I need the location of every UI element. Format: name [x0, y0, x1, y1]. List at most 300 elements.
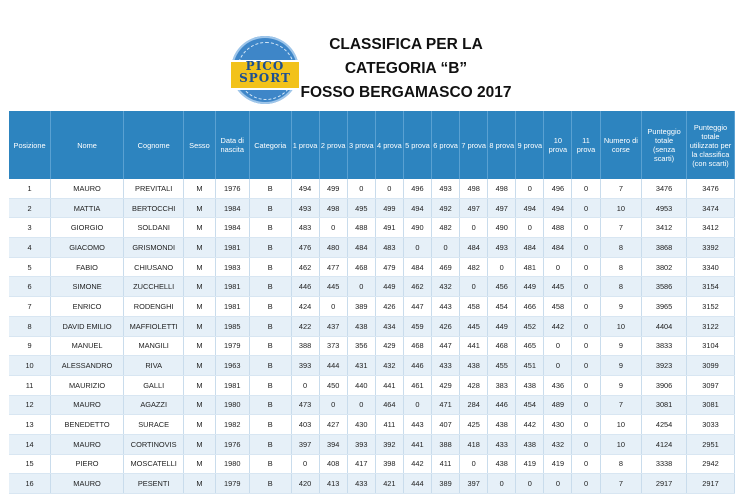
- table-cell: 458: [460, 297, 488, 317]
- table-cell: B: [249, 474, 291, 494]
- table-cell: SIMONE: [51, 277, 124, 297]
- table-cell: M: [184, 454, 215, 474]
- table-cell: 3122: [686, 316, 734, 336]
- table-cell: 15: [9, 454, 51, 474]
- column-header: Sesso: [184, 111, 215, 179]
- table-cell: 0: [516, 218, 544, 238]
- table-cell: 356: [347, 336, 375, 356]
- table-cell: MATTIA: [51, 198, 124, 218]
- table-cell: 488: [347, 218, 375, 238]
- table-cell: 445: [544, 277, 572, 297]
- table-cell: 473: [291, 395, 319, 415]
- table-cell: M: [184, 395, 215, 415]
- table-row: [9, 454, 735, 474]
- table-cell: 0: [319, 395, 347, 415]
- table-cell: 9: [600, 297, 642, 317]
- table-cell: 494: [544, 198, 572, 218]
- table-cell: 468: [488, 336, 516, 356]
- table-cell: MOSCATELLI: [123, 454, 183, 474]
- table-cell: 479: [375, 257, 403, 277]
- table-cell: 481: [516, 257, 544, 277]
- table-cell: 429: [432, 375, 460, 395]
- table-cell: 8: [600, 257, 642, 277]
- table-cell: 0: [347, 277, 375, 297]
- table-cell: 3586: [642, 277, 687, 297]
- table-cell: 0: [319, 218, 347, 238]
- table-cell: 1976: [215, 434, 249, 454]
- table-cell: SOLDANI: [123, 218, 183, 238]
- table-cell: 419: [544, 454, 572, 474]
- table-cell: 417: [347, 454, 375, 474]
- table-cell: 449: [516, 277, 544, 297]
- table-cell: 462: [403, 277, 431, 297]
- column-header: Punteggio totale utilizzato per la classifica (con scarti): [686, 111, 734, 179]
- table-cell: 8: [600, 277, 642, 297]
- table-cell: 9: [600, 375, 642, 395]
- table-row: [9, 474, 735, 494]
- table-cell: 484: [460, 238, 488, 258]
- table-cell: 476: [291, 238, 319, 258]
- column-header: 8 prova: [488, 111, 516, 179]
- table-cell: 0: [488, 474, 516, 494]
- table-cell: MANUEL: [51, 336, 124, 356]
- table-cell: 408: [319, 454, 347, 474]
- table-cell: 0: [572, 257, 600, 277]
- table-row: [9, 238, 735, 258]
- table-cell: 468: [403, 336, 431, 356]
- table-cell: M: [184, 336, 215, 356]
- table-cell: 441: [460, 336, 488, 356]
- table-cell: 9: [600, 336, 642, 356]
- table-cell: 424: [291, 297, 319, 317]
- table-cell: 0: [572, 454, 600, 474]
- table-cell: 3802: [642, 257, 687, 277]
- table-cell: 471: [432, 395, 460, 415]
- table-cell: 0: [544, 336, 572, 356]
- table-cell: 442: [544, 316, 572, 336]
- table-cell: 0: [460, 218, 488, 238]
- table-cell: 7: [600, 218, 642, 238]
- table-cell: B: [249, 238, 291, 258]
- table-cell: 3338: [642, 454, 687, 474]
- table-row: [9, 434, 735, 454]
- table-cell: 441: [375, 375, 403, 395]
- table-cell: 4953: [642, 198, 687, 218]
- table-cell: 2951: [686, 434, 734, 454]
- column-header: Posizione: [9, 111, 51, 179]
- table-cell: 465: [516, 336, 544, 356]
- table-cell: 438: [516, 375, 544, 395]
- column-header: 10 prova: [544, 111, 572, 179]
- table-cell: 430: [347, 415, 375, 435]
- table-cell: 492: [432, 198, 460, 218]
- table-cell: 0: [572, 277, 600, 297]
- table-cell: PESENTI: [123, 474, 183, 494]
- table-cell: 428: [460, 375, 488, 395]
- logo-text-line2: SPORT: [239, 71, 291, 85]
- table-cell: GIORGIO: [51, 218, 124, 238]
- table-row: [9, 257, 735, 277]
- table-cell: 8: [600, 454, 642, 474]
- table-cell: B: [249, 454, 291, 474]
- table-cell: 450: [319, 375, 347, 395]
- column-header: 11 prova: [572, 111, 600, 179]
- table-cell: M: [184, 356, 215, 376]
- table-cell: 0: [460, 277, 488, 297]
- table-cell: 0: [544, 474, 572, 494]
- table-cell: 1984: [215, 198, 249, 218]
- column-header: 6 prova: [432, 111, 460, 179]
- table-cell: 421: [375, 474, 403, 494]
- table-cell: 0: [572, 238, 600, 258]
- table-cell: 2942: [686, 454, 734, 474]
- table-cell: 3476: [642, 179, 687, 198]
- table-cell: B: [249, 316, 291, 336]
- table-row: [9, 415, 735, 435]
- table-cell: 3923: [642, 356, 687, 376]
- table-cell: 3965: [642, 297, 687, 317]
- table-cell: 1985: [215, 316, 249, 336]
- table-cell: 480: [319, 238, 347, 258]
- table-cell: 7: [600, 395, 642, 415]
- table-cell: 454: [516, 395, 544, 415]
- table-cell: 0: [572, 297, 600, 317]
- table-cell: M: [184, 238, 215, 258]
- table-cell: 0: [488, 257, 516, 277]
- table-cell: 419: [516, 454, 544, 474]
- table-cell: ALESSANDRO: [51, 356, 124, 376]
- table-cell: M: [184, 375, 215, 395]
- column-header: 3 prova: [347, 111, 375, 179]
- table-row: [9, 375, 735, 395]
- table-cell: 0: [572, 415, 600, 435]
- table-cell: 3906: [642, 375, 687, 395]
- table-cell: BERTOCCHI: [123, 198, 183, 218]
- table-row: [9, 179, 735, 198]
- column-header: Nome: [51, 111, 124, 179]
- logo-text-line1: PICO: [245, 59, 285, 73]
- table-cell: B: [249, 179, 291, 198]
- table-cell: 0: [460, 454, 488, 474]
- table-cell: 0: [572, 474, 600, 494]
- table-cell: 1: [9, 179, 51, 198]
- table-cell: 482: [432, 218, 460, 238]
- page-title-line1: CLASSIFICA PER LA: [329, 36, 483, 53]
- table-cell: 442: [403, 454, 431, 474]
- table-cell: 0: [403, 238, 431, 258]
- table-cell: 0: [516, 474, 544, 494]
- table-cell: 452: [516, 316, 544, 336]
- table-cell: ZUCCHELLI: [123, 277, 183, 297]
- table-cell: 3104: [686, 336, 734, 356]
- table-cell: 3392: [686, 238, 734, 258]
- table-cell: 16: [9, 474, 51, 494]
- table-cell: 12: [9, 395, 51, 415]
- table-cell: 413: [319, 474, 347, 494]
- table-cell: 1981: [215, 238, 249, 258]
- table-cell: 433: [347, 474, 375, 494]
- column-header: Cognome: [123, 111, 183, 179]
- table-cell: 443: [432, 297, 460, 317]
- table-cell: 1983: [215, 257, 249, 277]
- table-cell: 0: [572, 395, 600, 415]
- table-cell: 425: [460, 415, 488, 435]
- table-cell: M: [184, 257, 215, 277]
- table-cell: RODENGHI: [123, 297, 183, 317]
- table-cell: PIERO: [51, 454, 124, 474]
- table-row: [9, 218, 735, 238]
- table-cell: 393: [291, 356, 319, 376]
- table-cell: 394: [319, 434, 347, 454]
- table-cell: 3097: [686, 375, 734, 395]
- table-cell: 0: [544, 257, 572, 277]
- table-cell: 1980: [215, 454, 249, 474]
- table-cell: 5: [9, 257, 51, 277]
- table-cell: 422: [291, 316, 319, 336]
- table-cell: 444: [403, 474, 431, 494]
- column-header: 7 prova: [460, 111, 488, 179]
- table-cell: 491: [375, 218, 403, 238]
- table-cell: 4254: [642, 415, 687, 435]
- table-cell: 3154: [686, 277, 734, 297]
- table-cell: 1979: [215, 474, 249, 494]
- table-cell: GIACOMO: [51, 238, 124, 258]
- table-cell: 10: [600, 415, 642, 435]
- table-cell: 484: [516, 238, 544, 258]
- table-cell: 0: [572, 434, 600, 454]
- table-cell: 3474: [686, 198, 734, 218]
- table-cell: 488: [544, 218, 572, 238]
- table-cell: 373: [319, 336, 347, 356]
- column-header: 2 prova: [319, 111, 347, 179]
- table-cell: B: [249, 277, 291, 297]
- table-cell: DAVID EMILIO: [51, 316, 124, 336]
- table-cell: 0: [572, 179, 600, 198]
- table-cell: 0: [347, 179, 375, 198]
- table-cell: M: [184, 474, 215, 494]
- table-cell: 420: [291, 474, 319, 494]
- table-cell: 383: [488, 375, 516, 395]
- table-cell: 0: [347, 395, 375, 415]
- table-cell: 433: [488, 434, 516, 454]
- table-cell: 13: [9, 415, 51, 435]
- table-cell: B: [249, 218, 291, 238]
- table-cell: 449: [488, 316, 516, 336]
- table-cell: 482: [460, 257, 488, 277]
- table-cell: 7: [9, 297, 51, 317]
- table-cell: 469: [432, 257, 460, 277]
- table-cell: 2917: [642, 474, 687, 494]
- table-cell: 6: [9, 277, 51, 297]
- table-row: [9, 356, 735, 376]
- table-cell: 432: [375, 356, 403, 376]
- table-cell: 388: [291, 336, 319, 356]
- table-cell: CORTINOVIS: [123, 434, 183, 454]
- table-cell: M: [184, 198, 215, 218]
- table-cell: 432: [544, 434, 572, 454]
- table-cell: MANGILI: [123, 336, 183, 356]
- table-cell: 495: [347, 198, 375, 218]
- table-cell: 451: [516, 356, 544, 376]
- table-cell: 426: [432, 316, 460, 336]
- table-cell: 498: [488, 179, 516, 198]
- table-cell: 429: [375, 336, 403, 356]
- table-cell: ENRICO: [51, 297, 124, 317]
- table-cell: 1984: [215, 218, 249, 238]
- header-row: [9, 111, 735, 179]
- table-cell: 3340: [686, 257, 734, 277]
- table-cell: 484: [403, 257, 431, 277]
- table-cell: 436: [544, 375, 572, 395]
- table-cell: 393: [347, 434, 375, 454]
- table-cell: 0: [516, 179, 544, 198]
- column-header: Data di nascita: [215, 111, 249, 179]
- table-cell: 447: [432, 336, 460, 356]
- table-cell: B: [249, 415, 291, 435]
- table-cell: 0: [572, 336, 600, 356]
- table-cell: 9: [600, 356, 642, 376]
- table-cell: 411: [375, 415, 403, 435]
- table-cell: 0: [572, 198, 600, 218]
- table-cell: 432: [432, 277, 460, 297]
- table-cell: B: [249, 356, 291, 376]
- table-cell: 483: [291, 218, 319, 238]
- table-cell: 434: [375, 316, 403, 336]
- table-cell: 0: [403, 395, 431, 415]
- table-cell: 438: [516, 434, 544, 454]
- table-cell: 441: [403, 434, 431, 454]
- table-cell: MAURIZIO: [51, 375, 124, 395]
- table-cell: 0: [572, 316, 600, 336]
- table-cell: 437: [319, 316, 347, 336]
- table-cell: 398: [375, 454, 403, 474]
- table-cell: 443: [403, 415, 431, 435]
- table-cell: 3833: [642, 336, 687, 356]
- table-cell: 10: [600, 434, 642, 454]
- table-cell: 0: [291, 454, 319, 474]
- table-cell: 490: [488, 218, 516, 238]
- table-cell: M: [184, 179, 215, 198]
- table-cell: 4: [9, 238, 51, 258]
- table-cell: 496: [403, 179, 431, 198]
- table-cell: 483: [375, 238, 403, 258]
- table-cell: B: [249, 198, 291, 218]
- table-cell: 3152: [686, 297, 734, 317]
- table-cell: 498: [319, 198, 347, 218]
- table-cell: 0: [572, 218, 600, 238]
- table-cell: B: [249, 434, 291, 454]
- table-cell: 466: [516, 297, 544, 317]
- column-header: Punteggio totale (senza scarti): [642, 111, 687, 179]
- table-cell: 0: [572, 356, 600, 376]
- table-body: [9, 179, 735, 494]
- table-cell: 445: [460, 316, 488, 336]
- column-header: Numero di corse: [600, 111, 642, 179]
- column-header: Categoria: [249, 111, 291, 179]
- table-cell: 438: [488, 454, 516, 474]
- table-cell: AGAZZI: [123, 395, 183, 415]
- ranking-table: [9, 111, 735, 494]
- table-cell: MAURO: [51, 474, 124, 494]
- table-cell: 3099: [686, 356, 734, 376]
- table-cell: 497: [460, 198, 488, 218]
- table-cell: 494: [516, 198, 544, 218]
- table-cell: 446: [488, 395, 516, 415]
- table-cell: 497: [488, 198, 516, 218]
- table-cell: 418: [460, 434, 488, 454]
- table-cell: 493: [432, 179, 460, 198]
- table-cell: 0: [572, 375, 600, 395]
- table-row: [9, 395, 735, 415]
- table-cell: MAURO: [51, 434, 124, 454]
- table-row: [9, 198, 735, 218]
- table-cell: 407: [432, 415, 460, 435]
- column-header: 5 prova: [403, 111, 431, 179]
- table-cell: 438: [460, 356, 488, 376]
- table-cell: 431: [347, 356, 375, 376]
- table-cell: 484: [347, 238, 375, 258]
- table-cell: 11: [9, 375, 51, 395]
- table-cell: 2: [9, 198, 51, 218]
- table-cell: 397: [460, 474, 488, 494]
- table-cell: 493: [488, 238, 516, 258]
- table-cell: 9: [9, 336, 51, 356]
- table-cell: 4124: [642, 434, 687, 454]
- table-cell: 1979: [215, 336, 249, 356]
- table-cell: 494: [403, 198, 431, 218]
- table-cell: 388: [432, 434, 460, 454]
- table-cell: GRISMONDI: [123, 238, 183, 258]
- table-cell: 3081: [686, 395, 734, 415]
- page-title-line3: FOSSO BERGAMASCO 2017: [300, 84, 512, 101]
- table-cell: B: [249, 336, 291, 356]
- table-cell: 427: [319, 415, 347, 435]
- pico-sport-logo: [231, 36, 299, 104]
- table-cell: 3868: [642, 238, 687, 258]
- table-cell: 8: [600, 238, 642, 258]
- table-cell: 445: [319, 277, 347, 297]
- table-cell: 440: [347, 375, 375, 395]
- table-cell: 446: [291, 277, 319, 297]
- table-cell: M: [184, 277, 215, 297]
- table-cell: PREVITALI: [123, 179, 183, 198]
- table-cell: M: [184, 218, 215, 238]
- table-cell: 4404: [642, 316, 687, 336]
- table-cell: 484: [544, 238, 572, 258]
- table-cell: 0: [291, 375, 319, 395]
- column-header: 9 prova: [516, 111, 544, 179]
- table-cell: GALLI: [123, 375, 183, 395]
- table-cell: M: [184, 415, 215, 435]
- table-cell: MAFFIOLETTI: [123, 316, 183, 336]
- table-cell: 459: [403, 316, 431, 336]
- table-cell: 397: [291, 434, 319, 454]
- table-cell: 284: [460, 395, 488, 415]
- table-cell: 461: [403, 375, 431, 395]
- table-cell: MAURO: [51, 395, 124, 415]
- table-cell: 8: [9, 316, 51, 336]
- table-cell: 490: [403, 218, 431, 238]
- table-cell: 498: [460, 179, 488, 198]
- table-cell: 446: [403, 356, 431, 376]
- table-cell: 3081: [642, 395, 687, 415]
- table-cell: 1981: [215, 277, 249, 297]
- table-cell: 14: [9, 434, 51, 454]
- table-cell: FABIO: [51, 257, 124, 277]
- table-cell: 1963: [215, 356, 249, 376]
- table-cell: 1980: [215, 395, 249, 415]
- table-cell: 3476: [686, 179, 734, 198]
